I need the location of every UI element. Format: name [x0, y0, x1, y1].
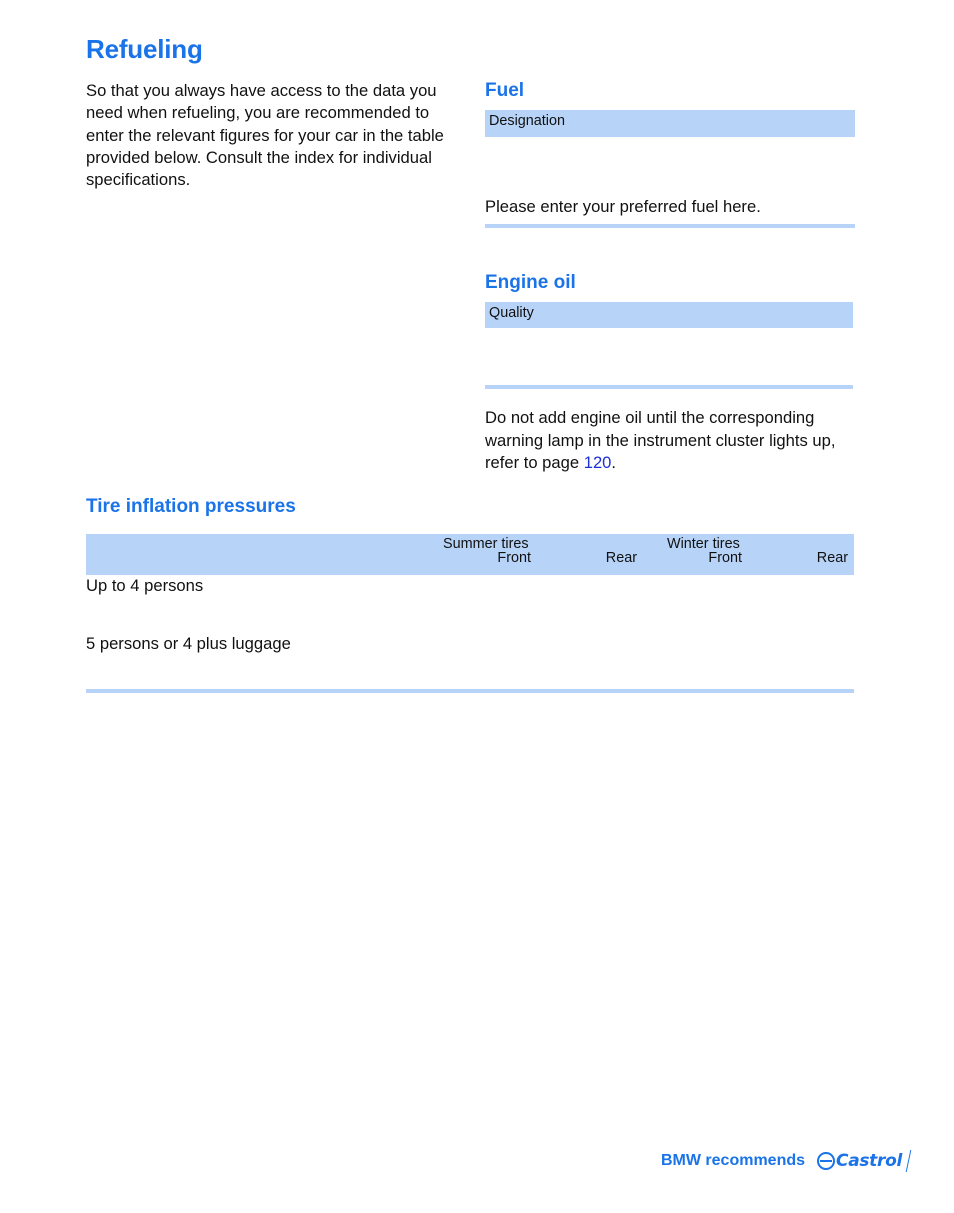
- tire-row-label: 5 persons or 4 plus luggage: [86, 634, 291, 653]
- castrol-brand-text: Castrol: [836, 1151, 902, 1171]
- page-title: Refueling: [86, 34, 203, 64]
- tire-table-divider: [86, 689, 854, 693]
- summer-tires-header: Summer tires: [443, 536, 529, 552]
- footer: [661, 1150, 909, 1172]
- engine-oil-quality-bar: [485, 302, 853, 328]
- castrol-logo-icon: [817, 1152, 835, 1170]
- page-120-link[interactable]: 120: [583, 453, 612, 472]
- fuel-heading: Fuel: [485, 80, 525, 101]
- engine-oil-note-text: Do not add engine oil until the corresponding warning lamp in the instrument cluster lights up, refer to page: [485, 408, 836, 472]
- tire-pressures-heading: Tire inflation pressures: [86, 496, 296, 517]
- winter-rear-header: Rear: [816, 550, 848, 566]
- fuel-designation-bar: [485, 110, 855, 137]
- castrol-slash-mark: [904, 1150, 912, 1172]
- engine-oil-note-end: .: [611, 453, 617, 472]
- fuel-divider: [485, 224, 855, 228]
- engine-oil-section: [485, 272, 855, 475]
- fuel-note: Please enter your preferred fuel here.: [485, 197, 761, 216]
- engine-oil-note: [485, 407, 855, 475]
- engine-oil-divider: [485, 385, 853, 389]
- engine-oil-heading: Engine oil: [485, 272, 576, 293]
- intro-paragraph: So that you always have access to the data you need when refueling, you are recommended to enter the relevant figures for your car in the table provided below. Consult the index for individual specifications.: [86, 81, 444, 190]
- winter-tires-header: Winter tires: [667, 536, 740, 552]
- fuel-designation-label: Designation: [489, 113, 566, 129]
- winter-front-header: Front: [708, 550, 742, 566]
- summer-rear-header: Rear: [605, 550, 637, 566]
- tire-row-label: Up to 4 persons: [86, 576, 204, 595]
- tire-table-header: [86, 534, 854, 575]
- summer-front-header: Front: [497, 550, 531, 566]
- castrol-logo: [815, 1150, 909, 1172]
- fuel-section: [485, 80, 855, 228]
- engine-oil-quality-label: Quality: [489, 305, 534, 321]
- bmw-recommends-text: BMW recommends: [660, 1152, 806, 1169]
